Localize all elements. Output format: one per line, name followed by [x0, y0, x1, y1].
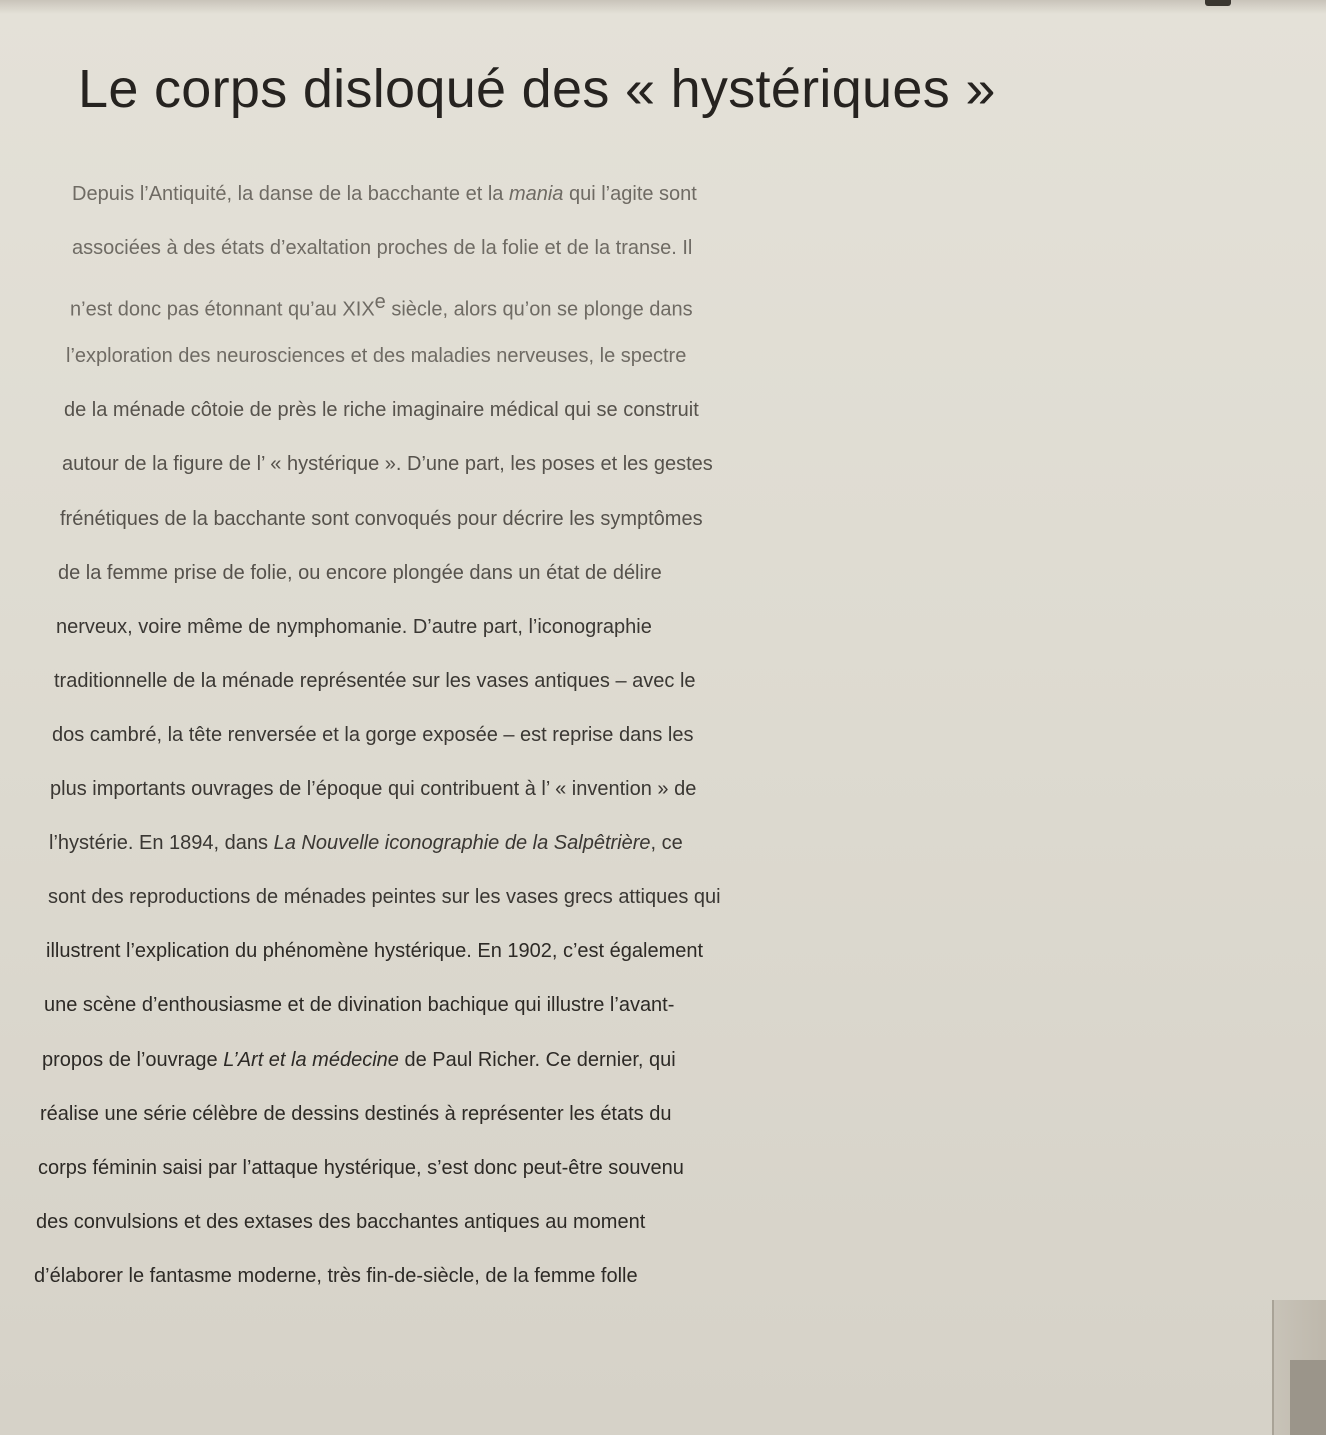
text-line: frénétiques de la bacchante sont convoqués pour décrire les symptômes [60, 507, 703, 530]
panel-title: Le corps disloqué des « hystériques » [78, 59, 996, 119]
text-line: n’est donc pas étonnant qu’au XIXe siècle, alors qu’on se plonge dans [70, 291, 693, 321]
text-line: de la femme prise de folie, ou encore plongée dans un état de délire [58, 561, 662, 584]
text-line: plus importants ouvrages de l’époque qui contribuent à l’ « invention » de [50, 778, 697, 801]
text-line: des convulsions et des extases des bacchantes antiques au moment [36, 1210, 646, 1233]
text-line: nerveux, voire même de nymphomanie. D’autre part, l’iconographie [56, 615, 652, 638]
corner-shadow [1290, 1360, 1326, 1435]
text-line: réalise une série célèbre de dessins destinés à représenter les états du [40, 1102, 672, 1125]
text-line: sont des reproductions de ménades peintes sur les vases grecs attiques qui [48, 886, 721, 909]
text-line: corps féminin saisi par l’attaque hystérique, s’est donc peut-être souvenu [38, 1156, 684, 1179]
emphasis: La Nouvelle iconographie de la Salpêtrière [273, 832, 651, 855]
text-line: une scène d’enthousiasme et de divination bachique qui illustre l’avant- [44, 994, 675, 1017]
emphasis: mania [508, 183, 564, 205]
superscript: e [374, 291, 386, 314]
text-line: illustrent l’explication du phénomène hystérique. En 1902, c’est également [46, 940, 704, 963]
panel-body-text [34, 167, 1308, 1303]
text-line: l’exploration des neurosciences et des maladies nerveuses, le spectre [66, 345, 687, 368]
text-line: de la ménade côtoie de près le riche imaginaire médical qui se construit [64, 399, 699, 422]
text-line: associées à des états d’exaltation proches de la folie et de la transe. Il [72, 237, 693, 260]
text-line: l’hystérie. En 1894, dans La Nouvelle iconographie de la Salpêtrière, ce [49, 832, 683, 855]
panel-mount-mark [1205, 0, 1231, 6]
emphasis: L’Art et la médecine [223, 1048, 399, 1071]
text-line: traditionnelle de la ménade représentée sur les vases antiques – avec le [54, 669, 696, 692]
text-line: Depuis l’Antiquité, la danse de la bacchante et la mania qui l’agite sont [72, 183, 697, 205]
top-edge-shadow [0, 0, 1326, 14]
text-line: autour de la figure de l’ « hystérique ». D’une part, les poses et les gestes [62, 453, 713, 476]
text-line: d’élaborer le fantasme moderne, très fin-de-siècle, de la femme folle [34, 1264, 638, 1287]
text-line: dos cambré, la tête renversée et la gorge exposée – est reprise dans les [52, 723, 694, 746]
text-line: propos de l’ouvrage L’Art et la médecine de Paul Richer. Ce dernier, qui [42, 1048, 676, 1071]
